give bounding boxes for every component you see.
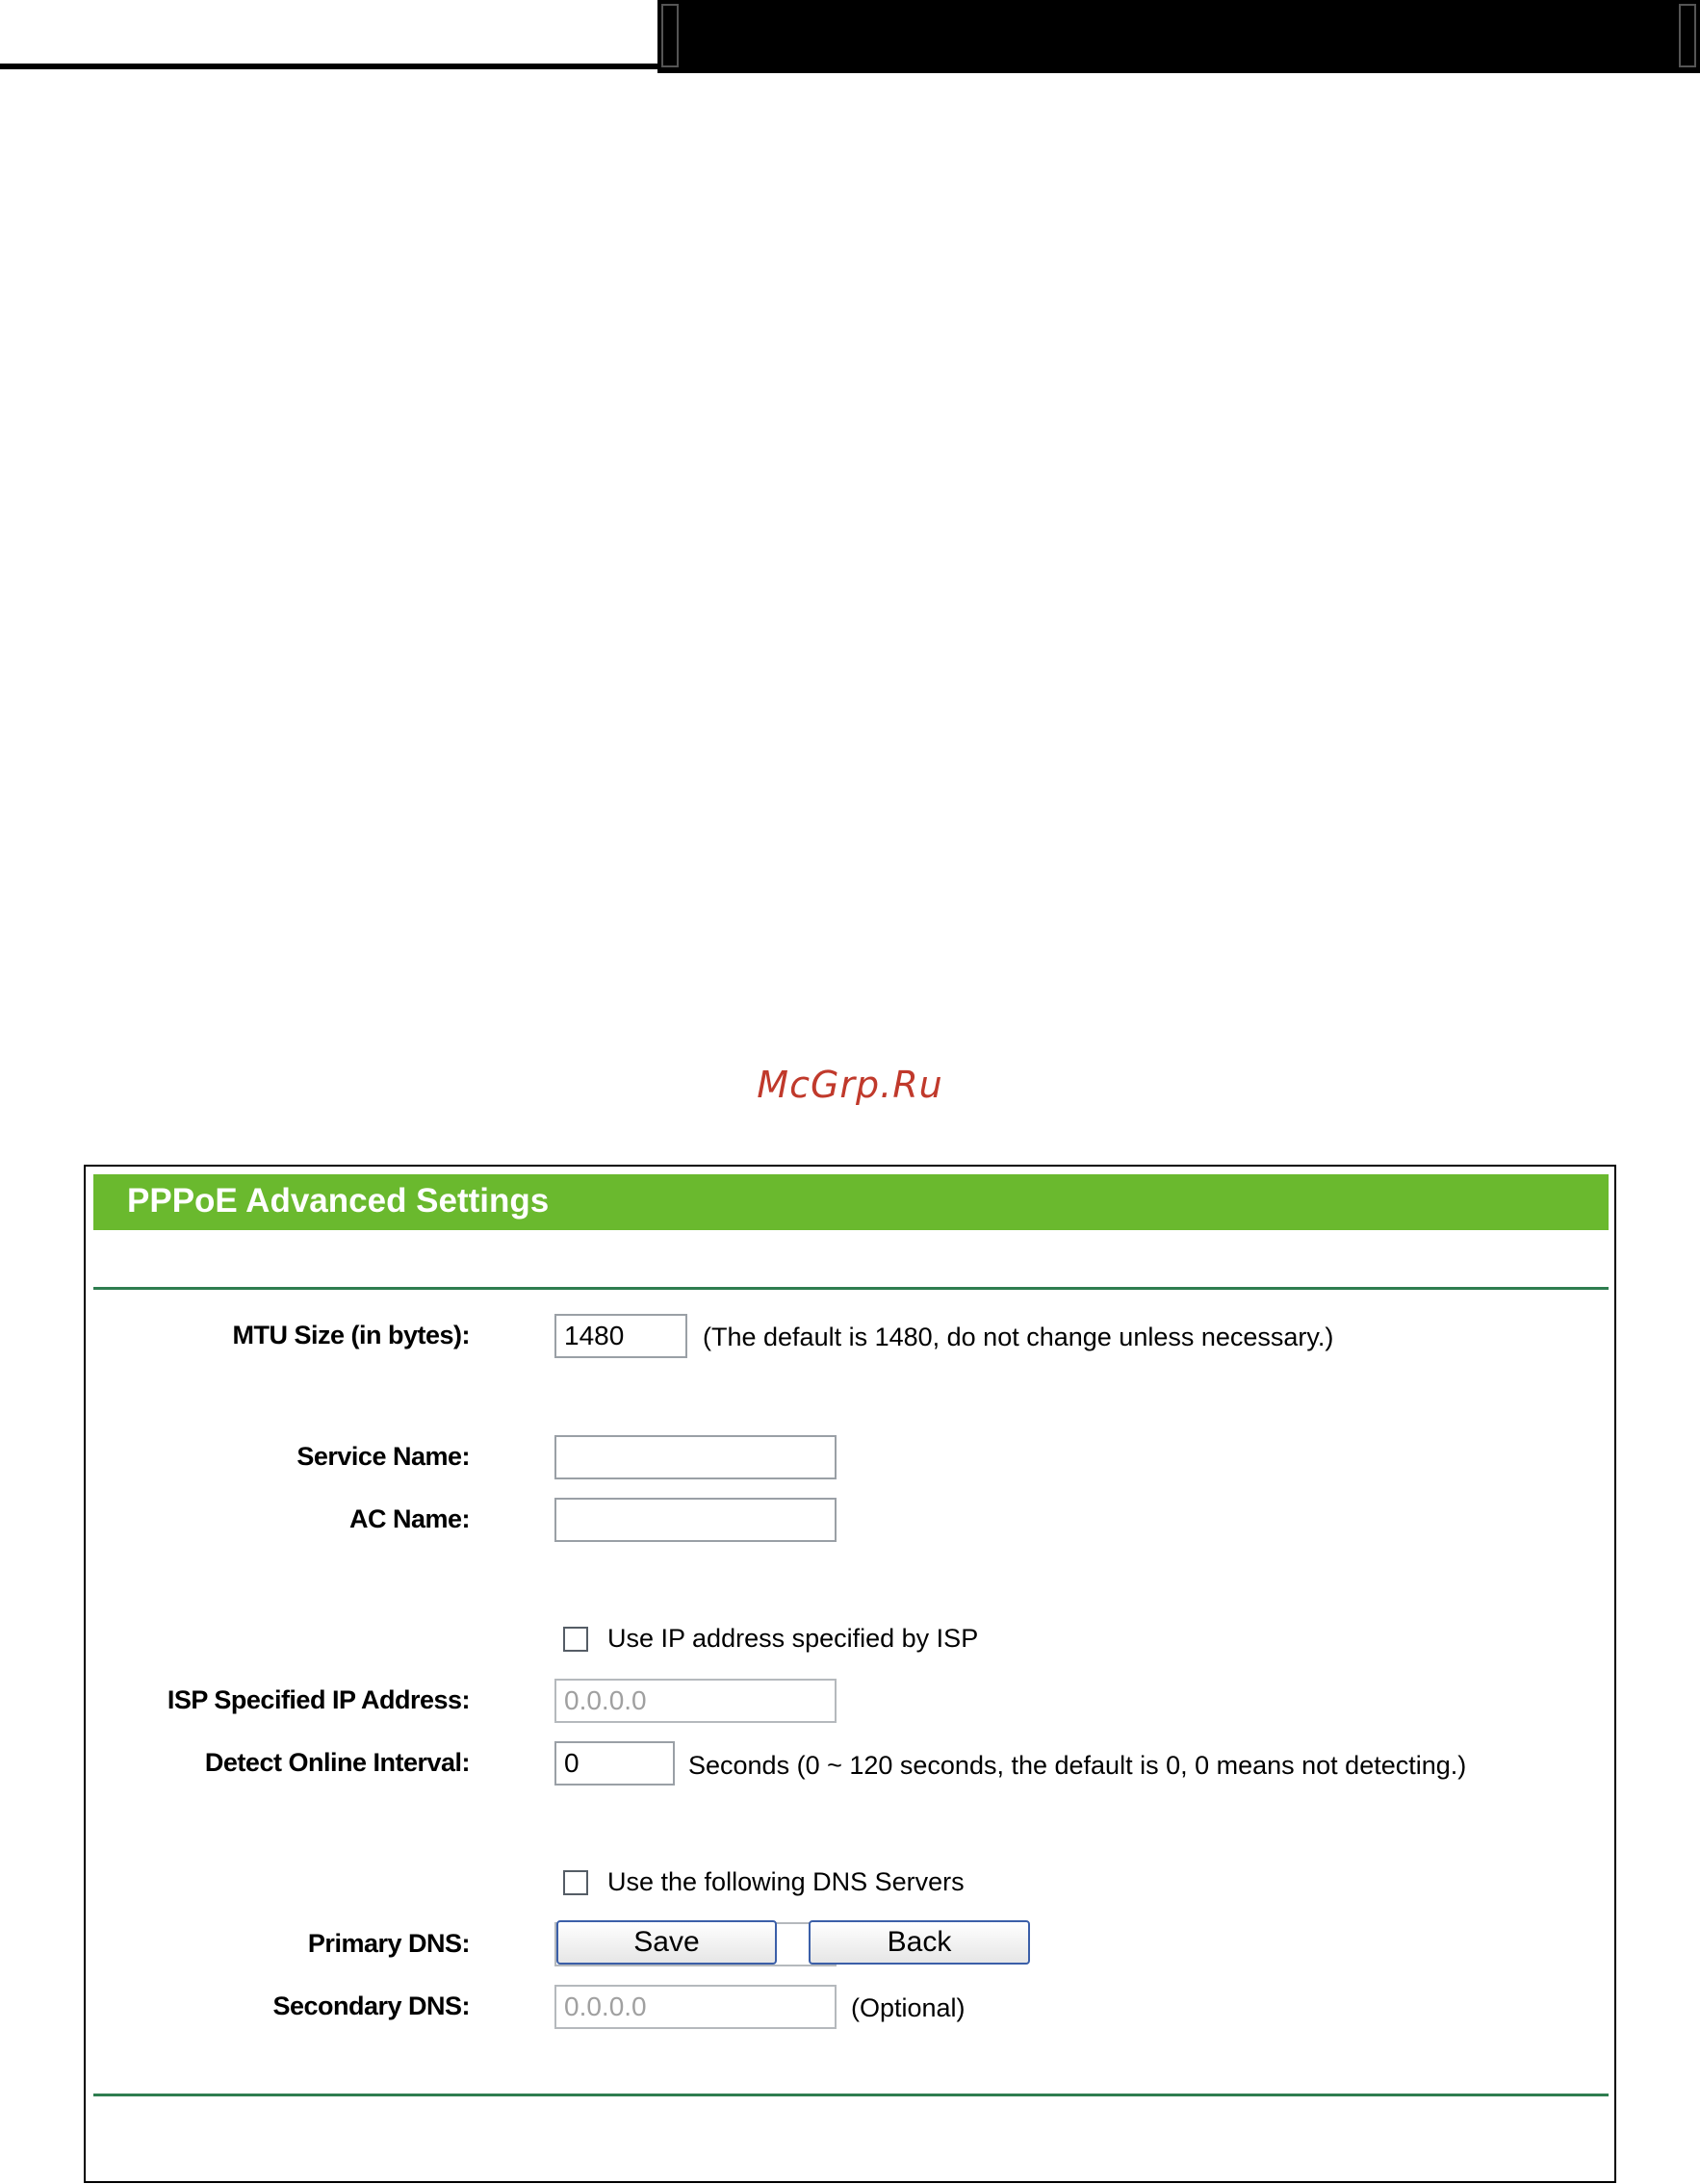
panel-title: PPPoE Advanced Settings xyxy=(127,1182,550,1220)
isp-ip-input[interactable] xyxy=(554,1679,837,1723)
pppoe-advanced-settings-panel xyxy=(84,1165,1616,2183)
mtu-label: MTU Size (in bytes): xyxy=(232,1321,470,1349)
use-dns-row[interactable] xyxy=(563,1867,965,1897)
ac-name-label: AC Name: xyxy=(348,1504,470,1533)
detect-interval-note: Seconds (0 ~ 120 seconds, the default is 0, 0 means not detecting.) xyxy=(688,1751,1467,1780)
secondary-dns-label: Secondary DNS: xyxy=(272,1991,470,2020)
use-dns-checkbox[interactable] xyxy=(563,1870,588,1895)
ac-name-input[interactable] xyxy=(554,1498,837,1542)
use-isp-ip-row[interactable] xyxy=(563,1624,978,1654)
header-left-bar xyxy=(0,0,657,69)
primary-dns-label: Primary DNS: xyxy=(307,1929,470,1958)
service-name-label: Service Name: xyxy=(296,1442,470,1471)
detect-interval-input[interactable] xyxy=(554,1741,675,1786)
header-tab-left xyxy=(661,4,679,67)
save-button[interactable]: Save xyxy=(556,1920,777,1965)
watermark: McGrp.Ru xyxy=(757,1064,943,1106)
header-right-bar xyxy=(657,0,1700,73)
isp-ip-label: ISP Specified IP Address: xyxy=(167,1685,470,1714)
mtu-note: (The default is 1480, do not change unless necessary.) xyxy=(703,1323,1334,1351)
detect-interval-label: Detect Online Interval: xyxy=(204,1748,470,1777)
use-isp-ip-label: Use IP address specified by ISP xyxy=(607,1624,979,1653)
secondary-dns-input[interactable] xyxy=(554,1985,837,2029)
divider-top xyxy=(93,1287,1609,1290)
divider-bottom xyxy=(93,2094,1609,2096)
mtu-input[interactable] xyxy=(554,1314,687,1358)
secondary-dns-note: (Optional) xyxy=(851,1993,966,2022)
use-dns-label: Use the following DNS Servers xyxy=(607,1867,965,1896)
service-name-input[interactable] xyxy=(554,1435,837,1479)
use-isp-ip-checkbox[interactable] xyxy=(563,1627,588,1652)
header-tab-right xyxy=(1679,4,1696,67)
back-button[interactable]: Back xyxy=(809,1920,1030,1965)
panel-title-bar xyxy=(93,1174,1609,1230)
